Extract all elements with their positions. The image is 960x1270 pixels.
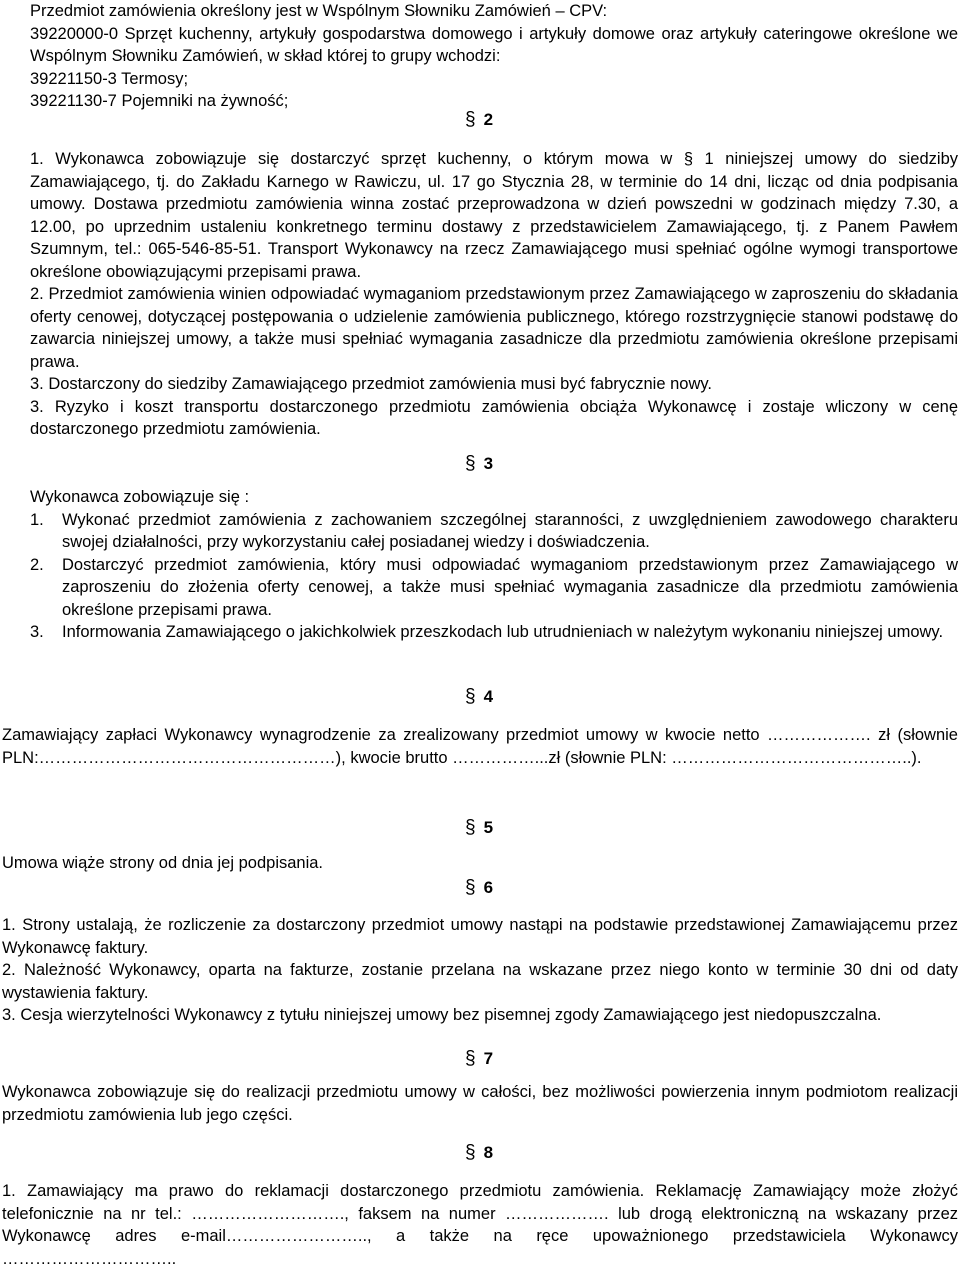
section-symbol: § [465, 1048, 476, 1069]
section-heading-4 [0, 686, 960, 708]
paragraph: 2. Przedmiot zamówienia winien odpowiadać wymaganiom przedstawionym przez Zamawiającego w zaproszeniu do składania oferty cenowej, dotyczącej postępowania o udzielenie zamówienia publicznego, którego rozstrzygnięcie stanowi podstawę do zawarcia niniejszej umowy, a także musi spełniać wymagania zasadnicze dla przedmiotu zamówienia określone przepisami prawa. [30, 285, 958, 371]
section-8-body [2, 1180, 958, 1270]
section-symbol: § [465, 877, 476, 898]
section-number: 6 [483, 878, 494, 897]
list-text: Informowania Zamawiającego o jakichkolwiek przeszkodach lub utrudnieniach w należytym wykonaniu niniejszej umowy. [62, 623, 944, 641]
list-item [30, 509, 958, 554]
section-number: 4 [483, 687, 494, 706]
intro-line: 39220000-0 Sprzęt kuchenny, artykuły gospodarstwa domowego i artykuły domowe oraz artykuły cateringowe określone we Wspólnym Słowniku Zamówień, w skład której to grupy wchodzi: [30, 24, 958, 65]
section-7-body [2, 1081, 958, 1126]
section-symbol: § [465, 817, 476, 838]
section-2-body [30, 148, 958, 441]
section-symbol: § [465, 453, 476, 474]
list-item [30, 621, 958, 644]
list-item [30, 554, 958, 622]
section-symbol: § [465, 686, 476, 707]
intro-line: 39221130-7 Pojemniki na żywność; [30, 92, 289, 110]
section-6-body [2, 914, 958, 1027]
list-text: Wykonać przedmiot zamówienia z zachowaniem szczególnej staranności, z uwzględnieniem zawodowego charakteru swojej działalności, przy wykorzystaniu całej posiadanej wiedzy i doświadczenia. [62, 510, 958, 551]
paragraph: 1. Wykonawca zobowiązuje się dostarczyć sprzęt kuchenny, o którym mowa w § 1 niniejszej umowy do siedziby Zamawiającego, tj. do Zakładu Karnego w Rawiczu, ul. 17 go Stycznia 28, w terminie do 14 dni, licząc od dnia podpisania umowy. Dostawa przedmiotu zamówienia winna zostać przeprowadzona w dzień powszedni w godzinach między 7.30, a 12.00, po uprzednim ustaleniu konkretnego terminu dostawy z przedstawicielem Zamawiającego, tj. z Panem Pawłem Szumnym, tel.: 065-546-85-51. Transport Wykonawcy na rzecz Zamawiającego musi spełniać ogólne wymogi transportowe określone obowiązującymi przepisami prawa. [30, 150, 958, 281]
paragraph: 2. Należność Wykonawcy, oparta na fakturze, zostanie przelana na wskazane przez niego konto w terminie 30 dni od daty wystawienia faktury. [2, 961, 958, 1002]
paragraph: 3. Ryzyko i koszt transportu dostarczonego przedmiotu zamówienia obciąża Wykonawcę i zostaje wliczony w cenę dostarczonego przedmiotu zamówienia. [30, 397, 958, 438]
section-4-body [2, 724, 958, 769]
paragraph: 1. Strony ustalają, że rozliczenie za dostarczony przedmiot umowy nastąpi na podstawie przedstawionej Zamawiającemu przez Wykonawcę faktury. [2, 916, 958, 957]
paragraph: Zamawiający zapłaci Wykonawcy wynagrodzenie za zrealizowany przedmiot umowy w kwocie netto ………………. zł (słownie PLN:………………………………………………), kwocie brutto ……………...zł (słownie PLN: ……………………………………..). [2, 726, 958, 767]
list-number: 3. [30, 623, 44, 641]
paragraph: 1. Zamawiający ma prawo do reklamacji dostarczonego przedmiotu zamówienia. Reklamację Zamawiający może złożyć telefonicznie na nr tel.: ………………………., faksem na numer ………………. lub drogą elektroniczną na wskazany przez Wykonawcę adres e-mail…………………….., a także na ręce upoważnionego przedstawiciela Wykonawcy ………………………….. [2, 1182, 958, 1268]
section-5-body [2, 852, 958, 875]
section-heading-5 [0, 817, 960, 839]
list-number: 2. [30, 555, 44, 574]
section-heading-6 [0, 877, 960, 899]
section-3-body [30, 486, 958, 644]
section-number: 3 [483, 454, 494, 473]
section-number: 5 [483, 818, 494, 837]
paragraph: 3. Dostarczony do siedziby Zamawiającego przedmiot zamówienia musi być fabrycznie nowy. [30, 375, 712, 393]
section-number: 8 [483, 1143, 494, 1162]
section-symbol: § [465, 1142, 476, 1163]
cpv-intro [30, 0, 958, 113]
section-heading-3 [0, 453, 960, 475]
section-number: 2 [483, 110, 494, 129]
intro-line: Przedmiot zamówienia określony jest w Wspólnym Słowniku Zamówień – CPV: [30, 2, 608, 20]
paragraph: Umowa wiąże strony od dnia jej podpisania. [2, 854, 324, 872]
paragraph: Wykonawca zobowiązuje się do realizacji przedmiotu umowy w całości, bez możliwości powierzenia innym podmiotom realizacji przedmiotu zamówienia lub jego części. [2, 1083, 958, 1124]
section-symbol: § [465, 109, 476, 130]
list-number: 1. [30, 510, 44, 529]
intro-line: 39221150-3 Termosy; [30, 69, 189, 88]
section-lead: Wykonawca zobowiązuje się : [30, 488, 250, 506]
section-heading-7 [0, 1048, 960, 1070]
list-text: Dostarczyć przedmiot zamówienia, który musi odpowiadać wymaganiom przedstawionym przez Zamawiającego w zaproszeniu do złożenia oferty cenowej, a także musi spełniać wymagania zasadnicze dla przedmiotu zamówienia określone przepisami prawa. [62, 555, 958, 619]
paragraph: 3. Cesja wierzytelności Wykonawcy z tytułu niniejszej umowy bez pisemnej zgody Zamawiającego jest niedopuszczalna. [2, 1006, 882, 1024]
section-heading-2 [0, 109, 960, 131]
section-heading-8 [0, 1142, 960, 1164]
section-number: 7 [483, 1049, 494, 1068]
